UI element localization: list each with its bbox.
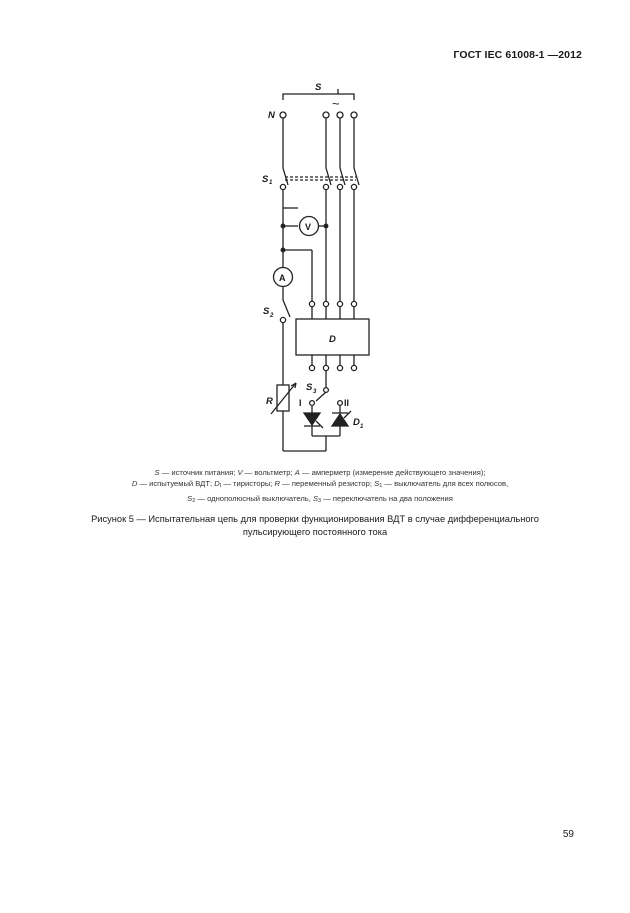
label-s1: S: [262, 174, 269, 185]
label-s1-sub: 1: [269, 180, 273, 186]
label-s2-sub: 2: [270, 313, 274, 319]
terminal-l1: [323, 112, 329, 118]
legend-line-2: D — испытуемый ВДТ; $D_I$ — тиристоры; R — переменный резистор; $S_1$ — выключатель для всех полюсов,: [131, 479, 509, 490]
terminal-l3: [351, 112, 357, 118]
variable-resistor: [277, 385, 289, 411]
label-s3-sub: 3: [313, 389, 317, 395]
label-d1-sub: 1: [360, 424, 364, 430]
terminal-l2: [337, 112, 343, 118]
figure-caption: [40, 513, 590, 538]
legend-line-3: $S_2$ — однополюсный выключатель, $S_3$ — переключатель на два положения: [187, 493, 453, 504]
page-number: 59: [562, 829, 574, 840]
figure-legend: [60, 467, 580, 507]
caption-line-2: пульсирующего постоянного тока: [242, 526, 388, 537]
standard-designation: ГОСТ IEC 61008-1 —2012: [453, 49, 582, 61]
label-d1: D: [353, 417, 360, 428]
legend-line-1: S — источник питания; V — вольтметр; A — амперметр (измерение действующего значения);: [154, 468, 486, 477]
voltmeter-label: V: [305, 222, 312, 232]
s3-common: [324, 388, 329, 393]
label-s2: S: [263, 306, 270, 317]
label-i: I: [299, 398, 302, 408]
device-label: D: [329, 334, 336, 345]
label-r: R: [266, 396, 273, 407]
label-tilde: ~: [332, 96, 340, 111]
terminal-n: [280, 112, 286, 118]
s3-position-1: [310, 401, 315, 406]
label-s: S: [315, 82, 322, 93]
s3-position-2: [338, 401, 343, 406]
label-n: N: [268, 110, 275, 121]
ammeter-label: A: [279, 273, 286, 283]
label-s3: S: [306, 382, 313, 393]
label-ii: II: [344, 398, 350, 408]
caption-line-1: Рисунок 5 — Испытательная цепь для проверки функционирования ВДТ в случае дифференциального: [91, 514, 539, 524]
